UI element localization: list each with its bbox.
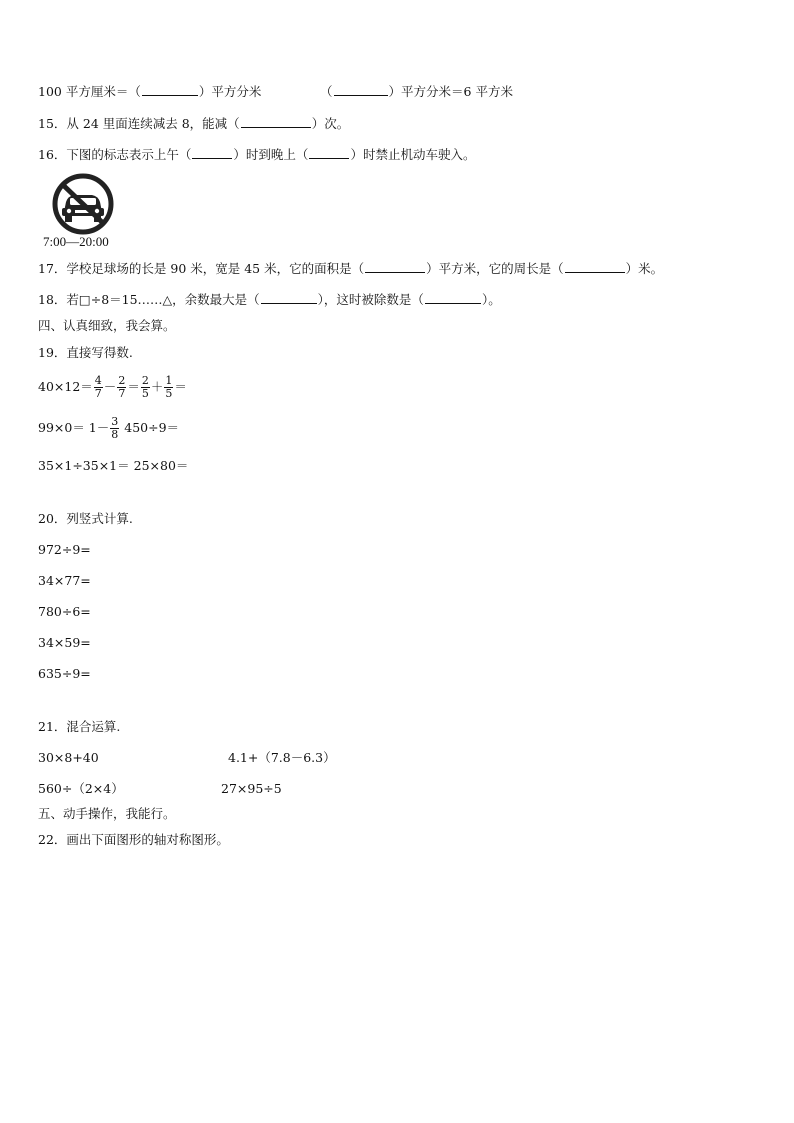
- q20-item-1: 972÷9=: [38, 542, 91, 557]
- q17-blank-2[interactable]: [565, 261, 625, 273]
- q18-text-c: ）。: [481, 292, 501, 307]
- q19-r2-expr-a: 99×0＝ 1－: [38, 420, 110, 435]
- q14-text-d: ）平方分米＝6 平方米: [388, 84, 513, 99]
- q17-blank-1[interactable]: [365, 261, 425, 273]
- q14-text-b: ）平方分米: [198, 84, 262, 99]
- q19-row-1: 40×12＝ $\frac{4}{7}$ － $\frac{2}{7}$ ＝ $\frac{2}{5}$ ＋ $\frac{1}{5}$ ＝: [38, 374, 187, 400]
- q19-r1-expr: 40×12＝: [38, 379, 93, 394]
- q16-text-a: 16．下图的标志表示上午（: [38, 147, 192, 162]
- fraction: $\frac{2}{5}$: [141, 374, 149, 400]
- q17-text-c: ）米。: [625, 261, 664, 276]
- fraction: $\frac{3}{8}$: [111, 415, 119, 441]
- q21-expr-3: 560÷（2×4）: [38, 781, 124, 796]
- q21-expr-2: 4.1+（7.8－6.3）: [228, 750, 336, 765]
- q14-line: [38, 84, 261, 100]
- q21-expr-4: 27×95÷5: [221, 781, 282, 796]
- q14-blank-2[interactable]: [334, 84, 388, 96]
- q18-blank-1[interactable]: [261, 292, 317, 304]
- q14-text-c: （: [320, 84, 333, 99]
- q19-row-3: 35×1÷35×1＝ 25×80＝: [38, 458, 189, 473]
- q14-text-a: 100 平方厘米＝（: [38, 84, 141, 99]
- q17-line: [38, 261, 663, 277]
- q21-expr-1: 30×8+40: [38, 750, 99, 765]
- q20-item-4: 34×59=: [38, 635, 91, 650]
- section-4-heading: 四、认真细致，我会算。: [38, 318, 176, 333]
- q18-text-a: 18．若□÷8＝15……△，余数最大是（: [38, 292, 260, 307]
- q15-text-a: 15．从 24 里面连续减去 8，能减（: [38, 116, 240, 131]
- q20-item-3: 780÷6=: [38, 604, 91, 619]
- q20-item-2: 34×77=: [38, 573, 91, 588]
- q15-line: [38, 116, 349, 132]
- q16-line: [38, 147, 475, 163]
- q16-text-c: ）时禁止机动车驶入。: [350, 147, 476, 162]
- section-5-heading: 五、动手操作，我能行。: [38, 806, 176, 821]
- q16-blank-1[interactable]: [192, 147, 232, 159]
- q20-item-5: 635÷9=: [38, 666, 91, 681]
- q19-row-2: [38, 413, 179, 443]
- q15-text-b: ）次。: [311, 116, 350, 131]
- q18-line: [38, 292, 501, 308]
- q17-text-b: ）平方米，它的周长是（: [426, 261, 564, 276]
- q19-title: 19．直接写得数.: [38, 345, 133, 360]
- q16-text-b: ）时到晚上（: [233, 147, 309, 162]
- fraction: $\frac{4}{7}$: [94, 374, 102, 400]
- q14-line-2: [320, 84, 513, 100]
- q19-r2-expr-b: 450÷9＝: [120, 420, 180, 435]
- q17-text-a: 17．学校足球场的长是 90 米，宽是 45 米，它的面积是（: [38, 261, 365, 276]
- fraction: $\frac{1}{5}$: [165, 374, 173, 400]
- q20-title: 20．列竖式计算.: [38, 511, 133, 526]
- q14-blank-1[interactable]: [142, 84, 198, 96]
- q22-text: 22．画出下面图形的轴对称图形。: [38, 832, 229, 847]
- q15-blank[interactable]: [241, 116, 311, 128]
- q18-blank-2[interactable]: [425, 292, 481, 304]
- q18-text-b: ），这时被除数是（: [317, 292, 424, 307]
- fraction: $\frac{2}{7}$: [118, 374, 126, 400]
- q21-title: 21．混合运算.: [38, 719, 121, 734]
- q16-blank-2[interactable]: [309, 147, 349, 159]
- no-motor-vehicles-icon: [48, 172, 118, 236]
- sign-caption: 7:00—20:00: [43, 234, 109, 249]
